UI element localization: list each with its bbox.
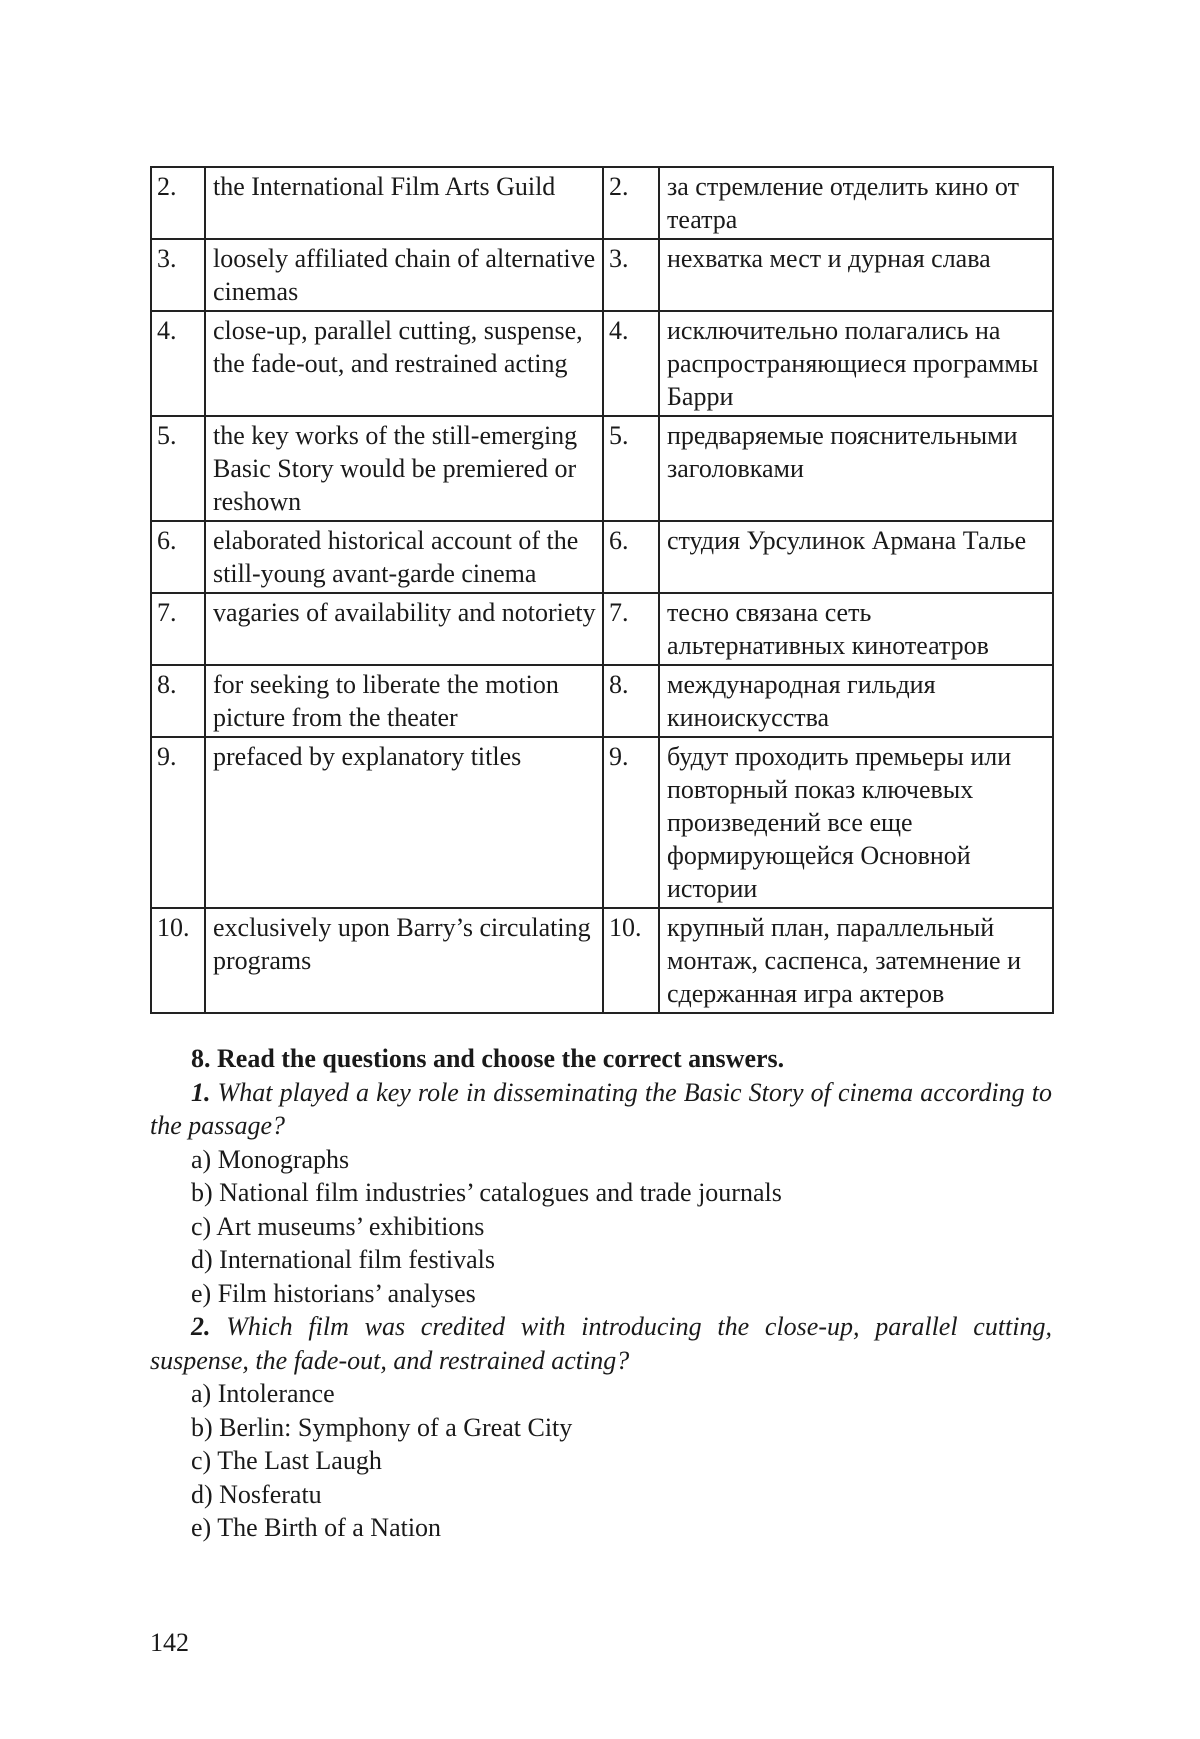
answer-option: d) International film festivals [191, 1245, 495, 1274]
english-phrase: vagaries of availability and notoriety [205, 593, 603, 665]
answer-option: a) Intolerance [191, 1379, 335, 1408]
question-number: 1. [191, 1077, 211, 1107]
page-number: 142 [150, 1628, 189, 1657]
answer-option: e) The Birth of a Nation [191, 1513, 442, 1542]
english-phrase: prefaced by explanatory titles [205, 737, 603, 908]
english-phrase: the key works of the still-emerging Basic Story would be premiered or reshown [205, 416, 603, 521]
row-number-left: 7. [151, 593, 205, 665]
russian-phrase: исключительно полагались на распространяющиеся программы Барри [659, 311, 1053, 416]
row-number-left: 3. [151, 239, 205, 311]
row-number-left: 5. [151, 416, 205, 521]
russian-phrase: будут проходить премьеры или повторный показ ключевых произведений все еще формирующейся Основной истории [659, 737, 1053, 908]
russian-phrase: нехватка мест и дурная слава [659, 239, 1053, 311]
answer-option: e) Film historians’ analyses [191, 1278, 476, 1308]
row-number-right: 8. [603, 665, 659, 737]
english-phrase: loosely affiliated chain of alternative cinemas [205, 239, 603, 311]
row-number-left: 2. [151, 167, 205, 239]
russian-phrase: международная гильдия киноискусства [659, 665, 1053, 737]
question-text: What played a key role in disseminating the Basic Story of cinema according to the passage? [150, 1077, 1052, 1140]
row-number-left: 10. [151, 908, 205, 1013]
answer-option: c) The Last Laugh [191, 1446, 382, 1475]
english-phrase: elaborated historical account of the still-young avant-garde cinema [205, 521, 603, 593]
table-row [151, 737, 1053, 908]
answer-option: c) Art museums’ exhibitions [191, 1211, 485, 1241]
table-row [151, 239, 1053, 311]
row-number-right: 6. [603, 521, 659, 593]
russian-phrase: за стремление отделить кино от театра [659, 167, 1053, 239]
row-number-right: 9. [603, 737, 659, 908]
row-number-right: 4. [603, 311, 659, 416]
row-number-right: 5. [603, 416, 659, 521]
row-number-left: 9. [151, 737, 205, 908]
row-number-right: 3. [603, 239, 659, 311]
question-number: 2. [191, 1312, 211, 1341]
english-phrase: the International Film Arts Guild [205, 167, 603, 239]
english-phrase: exclusively upon Barry’s circulating programs [205, 908, 603, 1013]
table-row [151, 311, 1053, 416]
row-number-right: 2. [603, 167, 659, 239]
table-row [151, 521, 1053, 593]
table-row [151, 167, 1053, 239]
matching-table [150, 166, 1054, 1014]
table-row [151, 416, 1053, 521]
russian-phrase: предваряемые пояснительными заголовками [659, 416, 1053, 521]
task-heading: 8. Read the questions and choose the correct answers. [191, 1044, 785, 1073]
answer-option: a) Monographs [191, 1144, 350, 1174]
russian-phrase: студия Урсулинок Армана Талье [659, 521, 1053, 593]
russian-phrase: тесно связана сеть альтернативных кинотеатров [659, 593, 1053, 665]
table-row [151, 665, 1053, 737]
question-1 [150, 1076, 1052, 1143]
row-number-left: 4. [151, 311, 205, 416]
table-row [151, 908, 1053, 1013]
page-content [150, 166, 1052, 1545]
russian-phrase: крупный план, параллельный монтаж, саспенса, затемнение и сдержанная игра актеров [659, 908, 1053, 1013]
question-text: Which film was credited with introducing the close-up, parallel cutting, suspense, the fade-out, and restrained acting? [150, 1312, 1053, 1375]
answer-option: b) National film industries’ catalogues and trade journals [191, 1178, 782, 1207]
exercise-8 [150, 1042, 1052, 1545]
row-number-right: 10. [603, 908, 659, 1013]
row-number-right: 7. [603, 593, 659, 665]
matching-table-body [151, 167, 1053, 1013]
question-2 [150, 1310, 1052, 1377]
english-phrase: close-up, parallel cutting, suspense, the fade-out, and restrained acting [205, 311, 603, 416]
english-phrase: for seeking to liberate the motion picture from the theater [205, 665, 603, 737]
answer-option: d) Nosferatu [191, 1479, 322, 1509]
answer-option: b) Berlin: Symphony of a Great City [191, 1412, 573, 1442]
table-row [151, 593, 1053, 665]
row-number-left: 6. [151, 521, 205, 593]
row-number-left: 8. [151, 665, 205, 737]
